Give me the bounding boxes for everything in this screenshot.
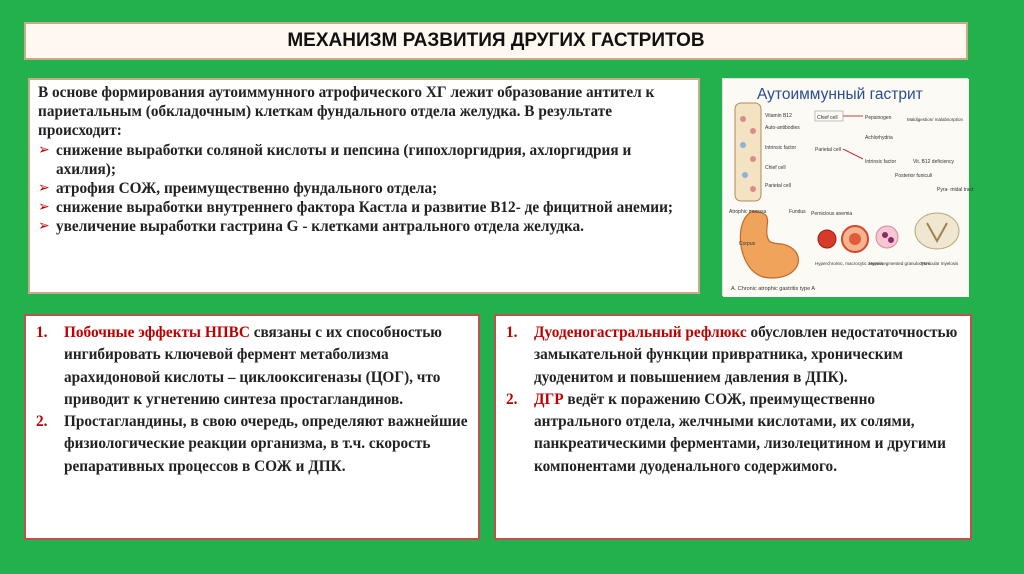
intro-bullet-list — [38, 141, 690, 237]
granulocyte-nucleus — [888, 237, 894, 243]
label-achlorhydria: Achlorhydria — [865, 135, 893, 141]
title-box — [24, 22, 968, 60]
arrow-bullet-icon: ➢ — [38, 199, 50, 216]
nsaid-panel — [24, 314, 480, 540]
label-fundus: Fundus — [789, 209, 806, 215]
label-maldigestion: Maldigestion/ malabsorption — [907, 117, 964, 122]
nsaid-list — [32, 322, 470, 478]
label-vitamin-b12: Vitamin B12 — [765, 113, 792, 119]
label-chief-cell-box: Chief cell — [817, 115, 838, 121]
bullet-item — [38, 198, 690, 217]
red-blood-cell-icon — [818, 230, 836, 248]
cell-dot — [750, 156, 756, 162]
item-number: 1. — [506, 324, 518, 341]
label-hypersegmented: Hypersegmented granulocytes — [869, 261, 931, 266]
figure-caption: A. Chronic atrophic gastritis type A — [731, 286, 816, 292]
label-intrinsic-factor-arrow: Intrinsic factor — [865, 159, 897, 165]
page-title: МЕХАНИЗМ РАЗВИТИЯ ДРУГИХ ГАСТРИТОВ — [287, 30, 705, 51]
bullet-item — [38, 141, 690, 179]
bullet-text: увеличение выработки гастрина G - клетками антрального отдела желудка. — [56, 218, 584, 236]
item-highlight: Дуоденогастральный рефлюкс — [534, 324, 747, 341]
label-atrophic-mucosa: Atrophic mucosa — [729, 209, 767, 215]
spinal-cord-shape — [915, 213, 959, 249]
autoimmune-gastritis-figure — [722, 78, 974, 296]
bullet-text: снижение выработки внутреннего фактора Кастла и развитие В12- де фицитной анемии; — [56, 199, 673, 217]
label-posterior-funiculi: Posterior funiculi — [895, 173, 932, 179]
label-funicular-myelosis: Funicular myelosis — [921, 261, 959, 266]
cell-dot — [750, 128, 756, 134]
arrow-bullet-icon: ➢ — [38, 141, 50, 158]
list-item — [32, 411, 470, 478]
label-intrinsic-factor: Intrinsic factor — [765, 145, 797, 151]
reflux-panel — [494, 314, 972, 540]
label-auto-antibodies: Auto-antibodies — [765, 125, 800, 131]
label-corpus: Corpus — [739, 241, 756, 247]
macrocyte-center — [849, 233, 861, 245]
bullet-text: снижение выработки соляной кислоты и пепсина (гипохлоргидрия, ахлоргидрия и ахилия); — [56, 141, 632, 178]
label-pyramidal-tract: Pyra- midal tract — [937, 187, 974, 193]
item-number: 2. — [36, 413, 48, 431]
granulocyte-nucleus — [882, 232, 888, 238]
item-text: обусловлен недостаточностью замыкательной функции привратника, хроническим дуоденитом и повышением давления в ДПК). — [534, 324, 958, 386]
item-text: Простагландины, в свою очередь, определяют важнейшие физиологические реакции организма, в т.ч. скорость репаративных процессов в СОЖ и ДПК. — [64, 413, 468, 475]
label-pepsinogen: Pepsinogen — [865, 115, 892, 121]
figure-illustration — [723, 79, 974, 297]
intro-box — [28, 78, 700, 294]
label-pernicious-anemia: Pernicious anemia — [811, 211, 853, 217]
item-highlight: ДГР — [534, 390, 564, 408]
list-item — [502, 322, 962, 389]
cell-dot — [750, 186, 756, 192]
label-vit-b12-deficiency: Vit. B12 deficiency — [913, 159, 955, 165]
list-item — [32, 322, 470, 411]
bullet-item — [38, 217, 690, 236]
reflux-list — [502, 322, 962, 478]
arrow-bullet-icon: ➢ — [38, 180, 50, 197]
cell-dot — [740, 142, 746, 148]
item-highlight: Побочные эффекты НПВС — [64, 324, 250, 341]
cell-dot — [740, 116, 746, 122]
label-parietal-cell-chain: Parietal cell — [815, 147, 841, 153]
item-text: связаны с их способностью ингибировать ключевой фермент метаболизма арахидоновой кислоты – циклооксигеназы (ЦОГ), что приводит к угнетению синтеза простагландинов. — [64, 324, 442, 408]
item-number: 2. — [506, 390, 518, 408]
item-text: ведёт к поражению СОЖ, преимущественно антрального отдела, желчными кислотами, их солями, панкреатическими ферментами, лизолецитином и другими компонентами дуоденального содержимого. — [534, 390, 946, 475]
label-parietal-cell: Parietal cell — [765, 183, 791, 189]
label-chief-cell: Chief cell — [765, 165, 786, 171]
label-hyperchromic: Hyperchromic, macrocytic anemia — [815, 261, 883, 266]
bullet-text: атрофия СОЖ, преимущественно фундального отдела; — [56, 180, 438, 198]
bullet-item — [38, 179, 690, 198]
list-item — [502, 389, 962, 478]
arrow-bullet-icon: ➢ — [38, 218, 50, 235]
item-number: 1. — [36, 324, 48, 341]
intro-paragraph: В основе формирования аутоиммунного атрофического ХГ лежит образование антител к париетальным (обкладочным) клеткам фундального отдела желудка. В результате происходит: — [38, 84, 655, 140]
gastric-gland-shape — [735, 103, 761, 201]
figure-title: Аутоиммунный гастрит — [757, 86, 923, 103]
cell-dot — [742, 172, 748, 178]
